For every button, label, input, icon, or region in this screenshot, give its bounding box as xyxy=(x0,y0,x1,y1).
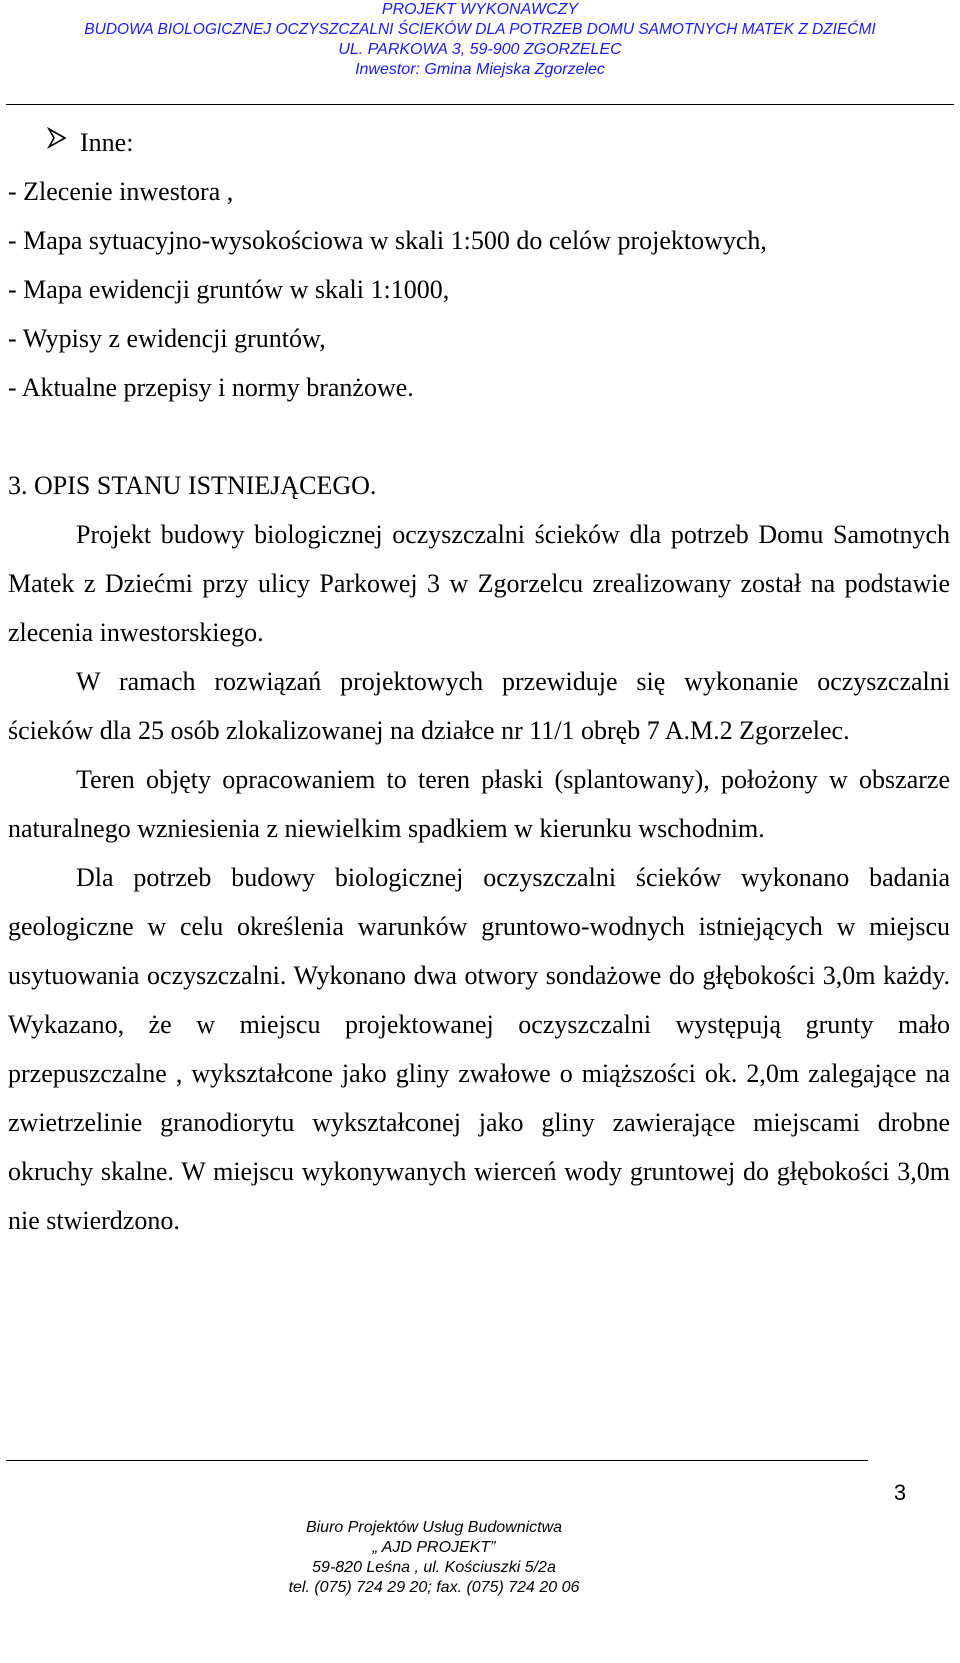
list-item: - Mapa ewidencji gruntów w skali 1:1000, xyxy=(8,275,450,304)
inne-heading: Inne: xyxy=(80,128,134,157)
paragraph: W ramach rozwiązań projektowych przewiduje się wykonanie oczyszczalni ścieków dla 25 osób zlokalizowanej na działce nr 11/1 obręb 7 A.M.2 Zgorzelec. xyxy=(8,667,950,745)
paragraph: Dla potrzeb budowy biologicznej oczyszczalni ścieków wykonano badania geologiczne w celu określenia warunków gruntowo-wodnych istniejących w miejscu usytuowania oczyszczalni. Wykonano dwa otwory sondażowe do głębokości 3,0m każdy. Wykazano, że w miejscu projektowanej oczyszczalni występują grunty mało przepuszczalne , wykształcone jako gliny zwałowe o miąższości ok. 2,0m zalegające na zwietrzelinie granodiorytu wykształconej jako gliny zawierające miejscami drobne okruchy skalne. W miejscu wykonywanych wierceń wody gruntowej do głębokości 3,0m nie stwierdzono. xyxy=(8,863,950,1235)
list-item: - Aktualne przepisy i normy branżowe. xyxy=(8,373,414,402)
header-doc-type: PROJEKT WYKONAWCZY xyxy=(381,1,579,18)
page-number: 3 xyxy=(893,1480,907,1505)
footer-brand: „ AJD PROJEKT” xyxy=(372,1539,496,1556)
header-project-title: BUDOWA BIOLOGICZNEJ OCZYSZCZALNI ŚCIEKÓW DLA POTRZEB DOMU SAMOTNYCH MATEK Z DZIEĆMI xyxy=(84,21,876,38)
list-item: - Zlecenie inwestora , xyxy=(8,177,234,206)
arrow-bullet-icon xyxy=(46,118,68,167)
list-item: - Wypisy z ewidencji gruntów, xyxy=(8,324,326,353)
section-title: 3. OPIS STANU ISTNIEJĄCEGO. xyxy=(8,471,377,500)
header-investor: Inwestor: Gmina Miejska Zgorzelec xyxy=(355,61,605,78)
footer-divider xyxy=(6,1460,868,1461)
paragraph: Projekt budowy biologicznej oczyszczalni ścieków dla potrzeb Domu Samotnych Matek z Dziećmi przy ulicy Parkowej 3 w Zgorzelcu zrealizowany został na podstawie zlecenia inwestorskiego. xyxy=(8,520,950,647)
footer-company: Biuro Projektów Usług Budownictwa xyxy=(305,1519,563,1536)
footer-contact: tel. (075) 724 29 20; fax. (075) 724 20 06 xyxy=(288,1579,580,1596)
page-footer xyxy=(0,1518,868,1598)
document-body xyxy=(8,118,950,1245)
header-divider xyxy=(6,104,954,105)
inne-heading-row xyxy=(46,118,950,167)
spacer xyxy=(8,412,950,461)
page-header xyxy=(0,0,960,80)
header-address: UL. PARKOWA 3, 59-900 ZGORZELEC xyxy=(338,41,622,58)
footer-address: 59-820 Leśna , ul. Kościuszki 5/2a xyxy=(312,1559,556,1576)
paragraph: Teren objęty opracowaniem to teren płaski (splantowany), położony w obszarze naturalnego wzniesienia z niewielkim spadkiem w kierunku wschodnim. xyxy=(8,765,950,843)
list-item: - Mapa sytuacyjno-wysokościowa w skali 1:500 do celów projektowych, xyxy=(8,226,767,255)
